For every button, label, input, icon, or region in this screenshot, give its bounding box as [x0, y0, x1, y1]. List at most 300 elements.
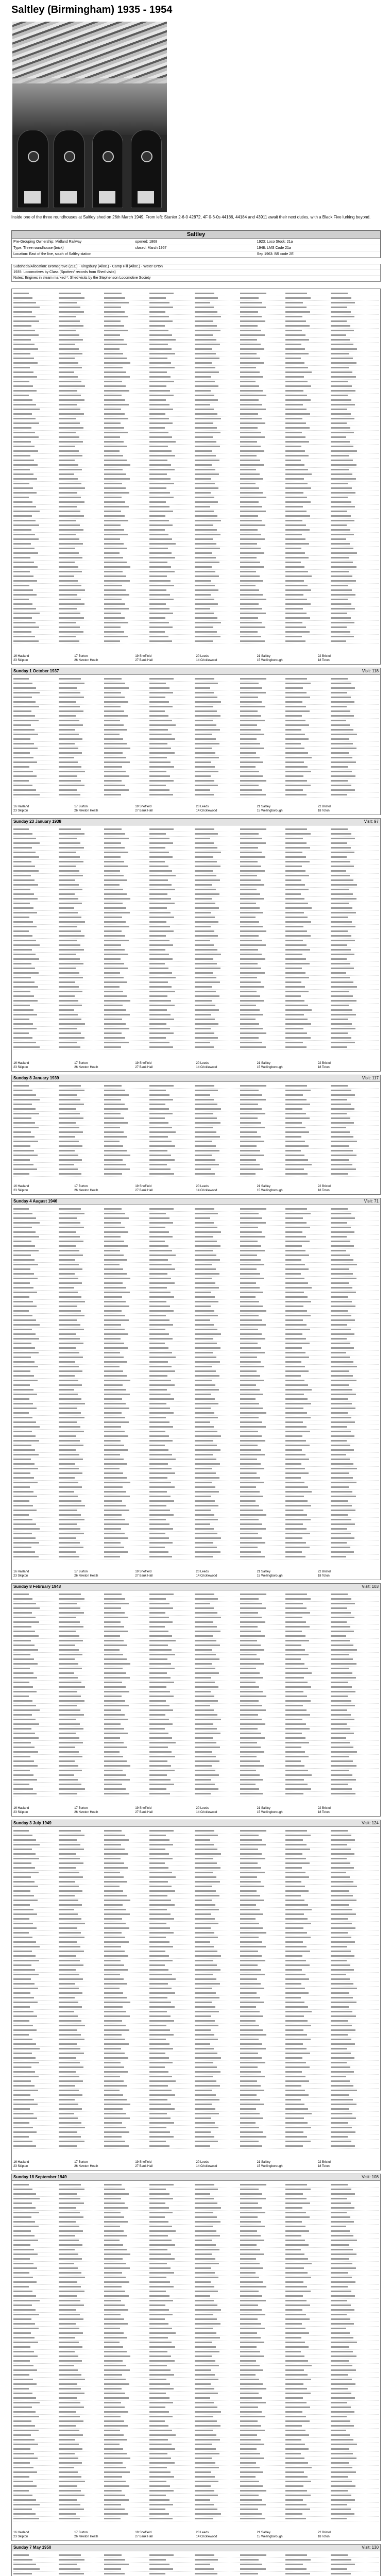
engine-entry [240, 1042, 262, 1043]
engine-entry [240, 1988, 264, 1989]
engine-entry [285, 2104, 304, 2105]
engine-entry [149, 1913, 171, 1915]
engine-entry [240, 1890, 257, 1892]
engine-entry [240, 1881, 261, 1883]
engine-entry [149, 954, 169, 955]
engine-entry [195, 2053, 217, 2054]
engine-entry [59, 524, 80, 526]
engine-entry [104, 1032, 122, 1034]
engine-entry [240, 1946, 266, 1947]
engine-entry [240, 1099, 266, 1100]
engine-entry [104, 1705, 129, 1706]
engine-entry [104, 501, 125, 503]
engine-entry [331, 2226, 346, 2227]
engine-entry [285, 2462, 308, 2464]
visit-count: Visit: 117 [362, 1076, 379, 1080]
engine-entry [149, 1315, 166, 1316]
engine-entry [331, 1496, 356, 1497]
engine-entry [149, 1482, 171, 1483]
engine-entry [149, 1278, 171, 1279]
engine-entry [13, 2518, 39, 2519]
lamp-icon [28, 151, 39, 162]
engine-entry [240, 2318, 258, 2320]
engine-entry [285, 852, 302, 853]
engine-entry [149, 1431, 165, 1432]
engine-entry [240, 1150, 260, 1151]
engine-entry [104, 1145, 123, 1147]
engine-entry [59, 2406, 84, 2408]
engine-entry [149, 1760, 167, 1762]
engine-entry [149, 2212, 173, 2213]
engine-entry [149, 1403, 166, 1404]
engine-entry [240, 1728, 258, 1730]
engine-entry [195, 1394, 211, 1395]
engine-entry [285, 1259, 301, 1261]
engine-entry [104, 2518, 121, 2519]
engine-entry [240, 1173, 256, 1175]
engine-entry [331, 789, 355, 791]
engine-entry [13, 1904, 30, 1906]
engine-entry [285, 2420, 310, 2422]
engine-entry [195, 1784, 215, 1785]
engine-entry [104, 2342, 120, 2343]
engine-entry [13, 2397, 36, 2399]
engine-entry [13, 2131, 37, 2133]
engine-entry [240, 557, 257, 558]
engine-entry [331, 2411, 354, 2413]
engine-entry [59, 1733, 76, 1734]
engine-entry [13, 2277, 33, 2278]
engine-entry [195, 2048, 214, 2049]
engine-entry [240, 2444, 264, 2445]
engine-entry [59, 2462, 82, 2464]
engine-entry [285, 748, 304, 749]
engine-entry [331, 1951, 351, 1952]
engine-entry [240, 2467, 260, 2468]
engine-entry [104, 2355, 130, 2357]
engine-entry [240, 409, 266, 410]
engine-entry [149, 2272, 174, 2274]
engine-entry [195, 1463, 220, 1465]
engine-entry [13, 2062, 39, 2063]
engine-entry [59, 1788, 85, 1790]
engine-entry [149, 687, 169, 689]
engine-entry [240, 1213, 259, 1214]
engine-entry [331, 2323, 354, 2325]
engine-entry [285, 2499, 303, 2501]
engine-entry [104, 921, 126, 923]
engine-entry [331, 1150, 353, 1151]
engine-entry [285, 1844, 307, 1845]
shed-photo [12, 22, 167, 212]
engine-entry [195, 706, 213, 707]
engine-entry [104, 1594, 122, 1595]
engine-entry [149, 640, 172, 642]
engine-entry [59, 1370, 82, 1372]
engine-entry [195, 2304, 217, 2306]
engine-entry [13, 2453, 34, 2454]
engine-entry [13, 683, 32, 684]
engine-entry [285, 524, 306, 526]
engine-entry [59, 1723, 80, 1725]
engine-listing [13, 1083, 379, 1177]
engine-entry [240, 968, 261, 969]
engine-entry [240, 511, 266, 512]
engine-entry [240, 1104, 258, 1105]
engine-entry [59, 842, 80, 844]
engine-entry [13, 1009, 33, 1011]
engine-entry [59, 2226, 79, 2227]
engine-entry [240, 2314, 265, 2315]
engine-entry [195, 2351, 219, 2352]
engine-entry [285, 1909, 312, 1910]
engine-entry [13, 1631, 35, 1632]
engine-entry [59, 2332, 83, 2334]
engine-entry [59, 1273, 75, 1275]
engine-entry [195, 367, 215, 368]
engine-entry [149, 2235, 168, 2236]
engine-entry [195, 1019, 215, 1020]
engine-entry [104, 603, 125, 605]
engine-entry [331, 413, 351, 415]
engine-entry [285, 1876, 309, 1878]
engine-entry [149, 1296, 174, 1298]
engine-entry [59, 1881, 75, 1883]
engine-entry [59, 2355, 78, 2357]
engine-entry [149, 2189, 166, 2190]
engine-entry [13, 1551, 35, 1553]
engine-entry [285, 2136, 307, 2138]
engine-entry [104, 1486, 123, 1488]
engine-entry [240, 1913, 263, 1915]
engine-entry [59, 1440, 80, 1442]
engine-entry [331, 529, 350, 531]
engine-entry [149, 631, 165, 633]
engine-entry [331, 2471, 356, 2473]
engine-entry [195, 483, 215, 484]
engine-entry [149, 613, 173, 614]
engine-entry [59, 2430, 79, 2431]
engine-entry [59, 1844, 80, 1845]
engine-entry [59, 1168, 78, 1170]
engine-entry [13, 1603, 36, 1604]
engine-entry [149, 706, 173, 707]
engine-entry [240, 1389, 260, 1391]
engine-entry [104, 483, 122, 484]
engine-entry [13, 2272, 29, 2274]
engine-entry [331, 2113, 352, 2114]
engine-entry [240, 599, 266, 600]
engine-entry [13, 316, 36, 317]
engine-entry [285, 1145, 309, 1147]
engine-entry [285, 738, 309, 740]
engine-entry [240, 930, 266, 932]
engine-entry [240, 940, 262, 941]
engine-entry [59, 636, 76, 637]
engine-entry [13, 580, 37, 582]
engine-entry [59, 1108, 76, 1110]
engine-entry [59, 1296, 81, 1298]
engine-entry [195, 316, 221, 317]
engine-entry [149, 1668, 175, 1669]
engine-entry [285, 861, 310, 862]
engine-entry [13, 1988, 38, 1989]
engine-entry [13, 1168, 37, 1170]
engine-entry [149, 1231, 169, 1233]
engine-entry [13, 907, 33, 909]
engine-entry [240, 972, 265, 974]
engine-entry [195, 409, 214, 410]
engine-listing [13, 1592, 379, 1799]
engine-entry [240, 1640, 257, 1641]
engine-entry [59, 2207, 76, 2209]
engine-entry [59, 1245, 76, 1247]
engine-entry [149, 2379, 166, 2380]
engine-entry [285, 991, 309, 992]
engine-entry [149, 543, 176, 545]
engine-entry [331, 2304, 351, 2306]
engine-entry [195, 1412, 214, 1414]
engine-entry [149, 1213, 166, 1214]
engine-entry [104, 367, 123, 368]
engine-entry [331, 478, 356, 480]
engine-entry [13, 1556, 39, 1557]
engine-entry [240, 473, 260, 475]
engine-entry [104, 1245, 128, 1247]
engine-entry [104, 1747, 127, 1748]
engine-entry [285, 483, 308, 484]
engine-entry [285, 1913, 304, 1915]
engine-entry [285, 2263, 312, 2264]
engine-entry [104, 1876, 124, 1878]
engine-entry [195, 418, 221, 419]
engine-entry [59, 566, 78, 568]
engine-entry [104, 2499, 129, 2501]
engine-entry [104, 1208, 122, 1210]
engine-entry [195, 1900, 212, 1901]
engine-entry [285, 1756, 309, 1757]
engine-entry [149, 2402, 173, 2403]
engine-entry [13, 1890, 30, 1892]
engine-entry [331, 1217, 355, 1219]
engine-entry [59, 1357, 83, 1358]
engine-entry [104, 404, 129, 405]
engine-entry [285, 729, 301, 731]
engine-entry [285, 399, 311, 401]
engine-row [13, 1791, 379, 1797]
engine-entry [195, 617, 217, 619]
engine-entry [13, 1756, 30, 1757]
engine-entry [240, 2304, 258, 2306]
engine-entry [149, 1099, 173, 1100]
engine-entry [104, 986, 120, 988]
engine-entry [104, 1983, 127, 1985]
engine-entry [285, 1268, 309, 1270]
engine-entry [59, 1319, 77, 1321]
engine-entry [59, 2062, 80, 2063]
engine-entry [59, 2495, 84, 2496]
engine-entry [13, 1607, 40, 1609]
engine-entry [240, 1876, 257, 1878]
engine-entry [149, 838, 169, 839]
engine-entry [285, 1343, 310, 1344]
engine-entry [331, 594, 355, 596]
engine-entry [104, 944, 121, 946]
engine-entry [149, 1645, 168, 1646]
legend-item: 19 Sheffield [135, 2531, 151, 2534]
engine-entry [104, 2090, 120, 2091]
engine-entry [285, 307, 307, 308]
engine-entry [331, 724, 350, 726]
engine-entry [195, 2193, 210, 2195]
legend-item: 23 Skipton [13, 809, 28, 812]
engine-entry [285, 1445, 310, 1446]
engine-entry [59, 2444, 79, 2445]
engine-entry [149, 404, 169, 405]
engine-entry [331, 367, 349, 368]
engine-entry [331, 626, 347, 628]
engine-entry [240, 1774, 260, 1776]
legend-item: 20 Leeds [196, 805, 209, 808]
engine-entry [104, 2513, 128, 2515]
engine-entry [13, 752, 30, 754]
engine-entry [149, 1742, 176, 1743]
engine-entry [13, 603, 32, 605]
engine-entry [59, 1528, 80, 1530]
engine-entry [331, 678, 348, 680]
engine-entry [104, 1014, 130, 1015]
engine-entry [59, 395, 81, 396]
engine-entry [195, 1672, 219, 1674]
engine-entry [13, 1881, 35, 1883]
engine-entry [331, 1784, 348, 1785]
engine-entry [104, 2094, 123, 2096]
engine-entry [285, 2216, 310, 2218]
engine-entry [240, 441, 257, 443]
engine-entry [104, 2458, 130, 2459]
shed-code-legend [13, 1806, 379, 1815]
engine-entry [240, 2495, 259, 2496]
engine-entry [285, 1491, 312, 1493]
engine-entry [104, 2145, 129, 2147]
engine-entry [240, 944, 266, 946]
engine-entry [13, 613, 40, 614]
engine-entry [13, 1486, 30, 1488]
engine-entry [240, 2411, 262, 2413]
engine-entry [285, 2458, 304, 2459]
engine-entry [59, 958, 80, 960]
engine-entry [285, 1937, 311, 1938]
engine-entry [331, 1537, 354, 1539]
engine-entry [149, 501, 166, 503]
engine-entry [285, 1978, 309, 1980]
engine-entry [104, 538, 120, 540]
engine-entry [149, 548, 168, 549]
engine-entry [285, 381, 308, 382]
engine-entry [240, 1329, 258, 1330]
engine-entry [331, 907, 352, 909]
engine-entry [285, 2444, 305, 2445]
engine-entry [104, 771, 126, 772]
engine-entry [285, 385, 311, 387]
engine-entry [104, 2193, 129, 2195]
engine-entry [59, 1259, 75, 1261]
engine-entry [331, 585, 348, 586]
engine-entry [331, 1830, 348, 1832]
engine-entry [149, 1849, 165, 1850]
engine-entry [240, 2573, 258, 2574]
engine-entry [13, 320, 39, 322]
engine-entry [59, 1617, 76, 1618]
engine-entry [285, 1472, 309, 1474]
engine-entry [285, 2304, 310, 2306]
engine-entry [240, 580, 263, 582]
engine-entry [195, 1099, 214, 1100]
engine-entry [240, 566, 264, 568]
engine-entry [13, 1788, 33, 1790]
engine-entry [240, 1468, 264, 1469]
engine-entry [104, 1927, 129, 1929]
engine-entry [240, 2383, 263, 2385]
engine-entry [59, 334, 79, 336]
engine-entry [104, 320, 121, 322]
engine-entry [13, 1635, 39, 1637]
engine-entry [240, 715, 261, 717]
visit-count: Visit: 71 [364, 1199, 379, 1204]
engine-entry [285, 1042, 303, 1043]
engine-entry [104, 1301, 126, 1302]
engine-entry [13, 972, 39, 974]
engine-entry [195, 1000, 212, 1002]
engine-entry [59, 1645, 75, 1646]
engine-entry [59, 1974, 79, 1975]
engine-entry [149, 710, 165, 712]
engine-entry [149, 1486, 175, 1488]
engine-entry [331, 1663, 356, 1665]
visit-block [11, 2544, 381, 2576]
engine-entry [149, 297, 166, 299]
engine-entry [104, 1099, 121, 1100]
legend-item: 22 Bristol [317, 805, 331, 808]
engine-entry [59, 548, 75, 549]
engine-entry [104, 2057, 128, 2059]
engine-entry [285, 1603, 303, 1604]
engine-entry [240, 1164, 260, 1165]
engine-entry [195, 2360, 215, 2362]
engine-entry [195, 2015, 211, 2017]
engine-entry [331, 1992, 349, 1994]
engine-entry [285, 455, 309, 456]
engine-entry [104, 640, 120, 642]
engine-entry [331, 1594, 348, 1595]
engine-entry [13, 2481, 33, 2482]
engine-entry [104, 1394, 130, 1395]
engine-entry [331, 1227, 351, 1228]
engine-entry [13, 724, 31, 726]
engine-entry [331, 2043, 355, 2045]
engine-entry [195, 926, 211, 927]
engine-entry [331, 1937, 351, 1938]
engine-entry [104, 2039, 125, 2040]
engine-entry [13, 738, 30, 740]
engine-entry [331, 1709, 347, 1711]
engine-entry [240, 780, 266, 782]
engine-entry [285, 1333, 302, 1335]
engine-entry [13, 944, 40, 946]
engine-entry [195, 1417, 218, 1418]
engine-entry [331, 1876, 350, 1878]
legend-item: 22 Bristol [317, 2161, 331, 2164]
